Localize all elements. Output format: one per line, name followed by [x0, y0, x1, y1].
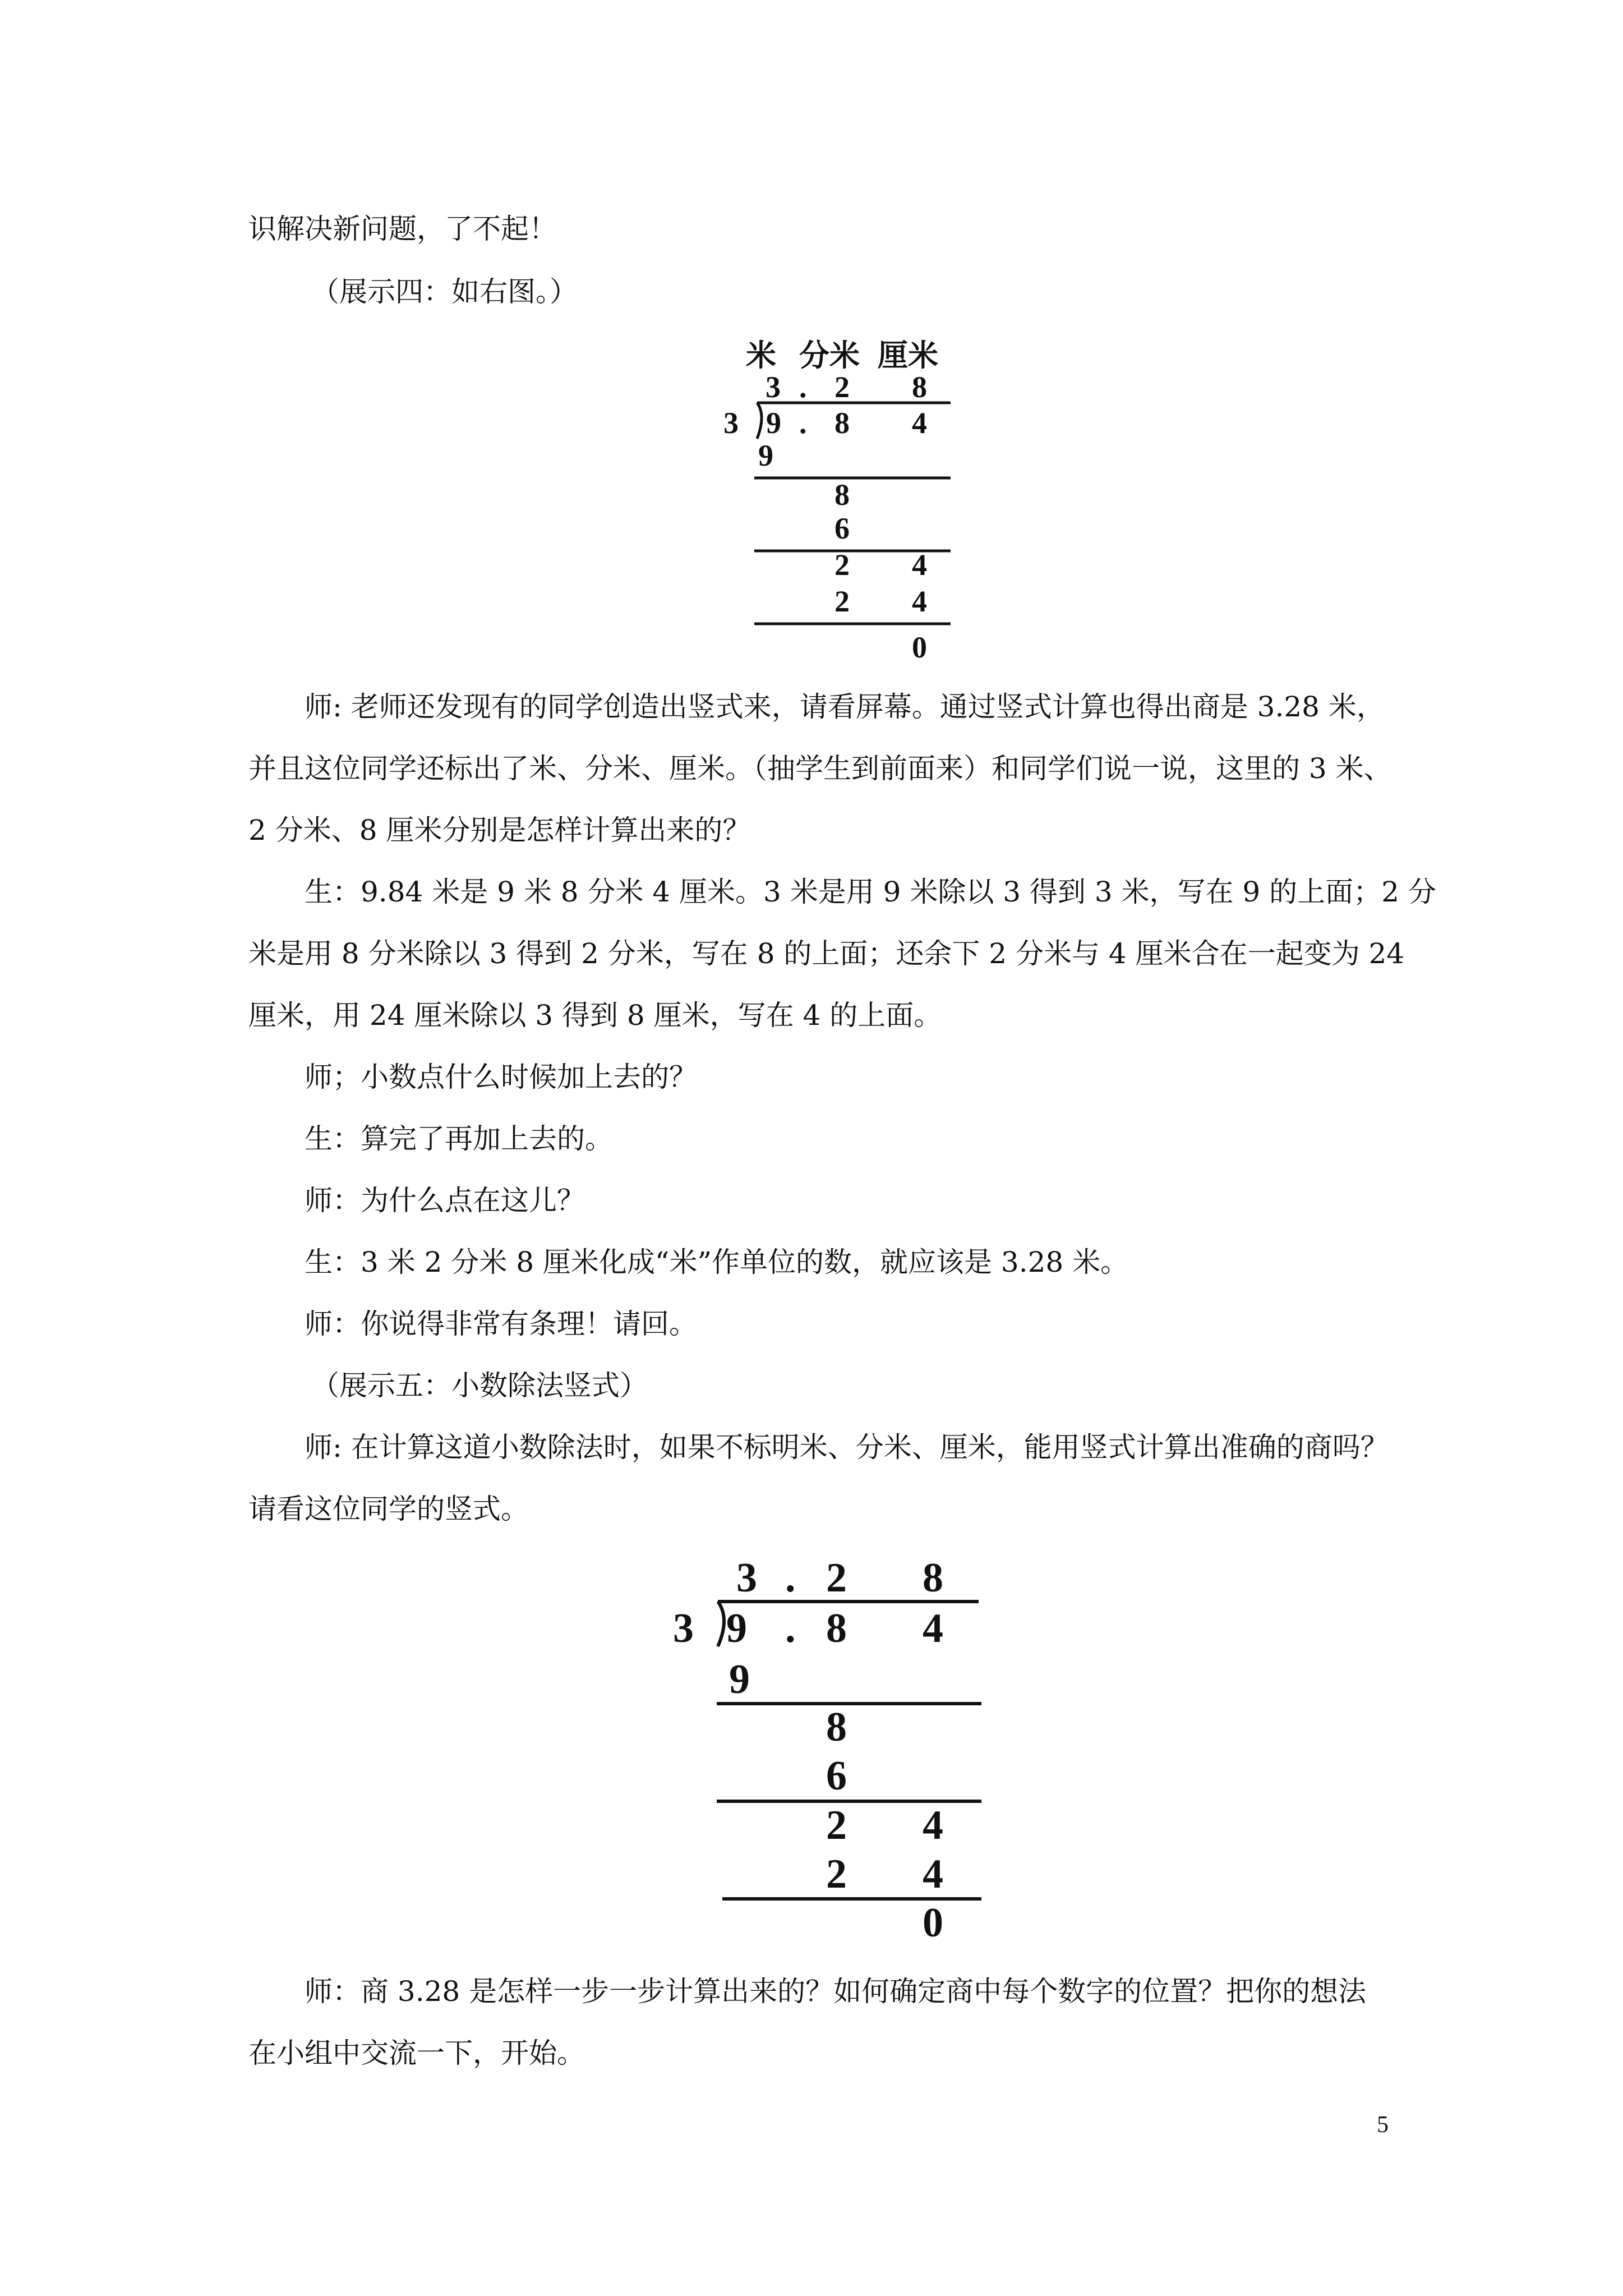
unit-label-decimeter: 分米 [799, 338, 860, 373]
step-value: 4 [912, 585, 927, 618]
paragraph: 师：为什么点在这儿？ [305, 1184, 585, 1217]
dividend-digit: 8 [826, 1605, 847, 1651]
quotient-digit: 2 [826, 1557, 847, 1601]
paragraph: （展示四：如右图。） [311, 275, 578, 308]
step-value: 6 [834, 512, 850, 545]
paragraph: 识解决新问题，了不起！ [248, 213, 557, 245]
dividend-digit: 4 [912, 406, 927, 440]
divisor: 3 [723, 406, 739, 440]
paragraph: 厘米，用 24 厘米除以 3 得到 8 厘米，写在 4 的上面。 [248, 999, 942, 1032]
step-value: 2 [826, 1851, 847, 1897]
step-value: 8 [834, 478, 850, 512]
paragraph: 师: 在计算这道小数除法时，如果不标明米、分米、厘米，能用竖式计算出准确的商吗？ [305, 1431, 1389, 1464]
paragraph: 师：你说得非常有条理！请回。 [305, 1308, 697, 1340]
quotient-point: . [785, 1557, 796, 1601]
division-figure [667, 1557, 1004, 1949]
step-value: 0 [923, 1900, 943, 1946]
division-figure-with-units [712, 331, 993, 668]
step-value: 0 [912, 631, 927, 664]
paragraph: 生：3 米 2 分米 8 厘米化成“米”作单位的数，就应该是 3.28 米。 [305, 1246, 1129, 1278]
paragraph: 并且这位同学还标出了米、分米、厘米。（抽学生到前面来）和同学们说一说，这里的 3 米、 [248, 752, 1392, 785]
step-value: 6 [826, 1753, 847, 1799]
division-bracket [718, 1602, 724, 1646]
unit-label-centimeter: 厘米 [878, 338, 938, 373]
quotient-digit: 2 [834, 370, 850, 404]
paragraph: 师: 老师还发现有的同学创造出竖式来，请看屏幕。通过竖式计算也得出商是 3.28 米， [305, 691, 1385, 723]
dividend-point: . [785, 1605, 796, 1651]
dividend-digit: 9 [726, 1605, 747, 1651]
division-bracket [757, 403, 762, 439]
step-value: 2 [826, 1802, 847, 1848]
paragraph: （展示五：小数除法竖式） [311, 1369, 648, 1402]
paragraph: 生：9.84 米是 9 米 8 分米 4 厘米。3 米是用 9 米除以 3 得到 3 米，写在 9 的上面；2 分 [305, 876, 1436, 908]
step-value: 2 [834, 585, 850, 618]
step-value: 4 [912, 548, 927, 582]
paragraph: 在小组中交流一下，开始。 [248, 2037, 585, 2069]
step-value: 4 [923, 1851, 943, 1897]
paragraph: 师；小数点什么时候加上去的？ [305, 1061, 697, 1093]
dividend-point: . [799, 406, 807, 440]
page-number: 5 [1377, 2112, 1389, 2138]
step-value: 9 [758, 439, 773, 472]
dividend-digit: 4 [923, 1605, 943, 1651]
dividend-digit: 9 [766, 406, 781, 440]
divisor: 3 [673, 1605, 694, 1651]
paragraph: 请看这位同学的竖式。 [248, 1493, 529, 1525]
dividend-digit: 8 [834, 406, 850, 440]
paragraph: 米是用 8 分米除以 3 得到 2 分米，写在 8 的上面；还余下 2 分米与 4 厘米合在一起变为 24 [248, 937, 1405, 970]
quotient-digit: 3 [736, 1557, 757, 1601]
quotient-digit: 8 [912, 370, 927, 404]
step-value: 9 [729, 1657, 750, 1703]
unit-label-meter: 米 [746, 338, 776, 373]
step-value: 8 [826, 1704, 847, 1750]
step-value: 2 [834, 548, 850, 582]
step-value: 4 [923, 1802, 943, 1848]
paragraph: 师：商 3.28 是怎样一步一步计算出来的？如何确定商中每个数字的位置？把你的想法 [305, 1975, 1367, 2008]
quotient-digit: 8 [923, 1557, 943, 1601]
quotient-point: . [799, 370, 807, 404]
paragraph: 2 分米、8 厘米分别是怎样计算出来的？ [248, 814, 751, 846]
paragraph: 生：算完了再加上去的。 [305, 1122, 613, 1155]
quotient-digit: 3 [766, 370, 781, 404]
